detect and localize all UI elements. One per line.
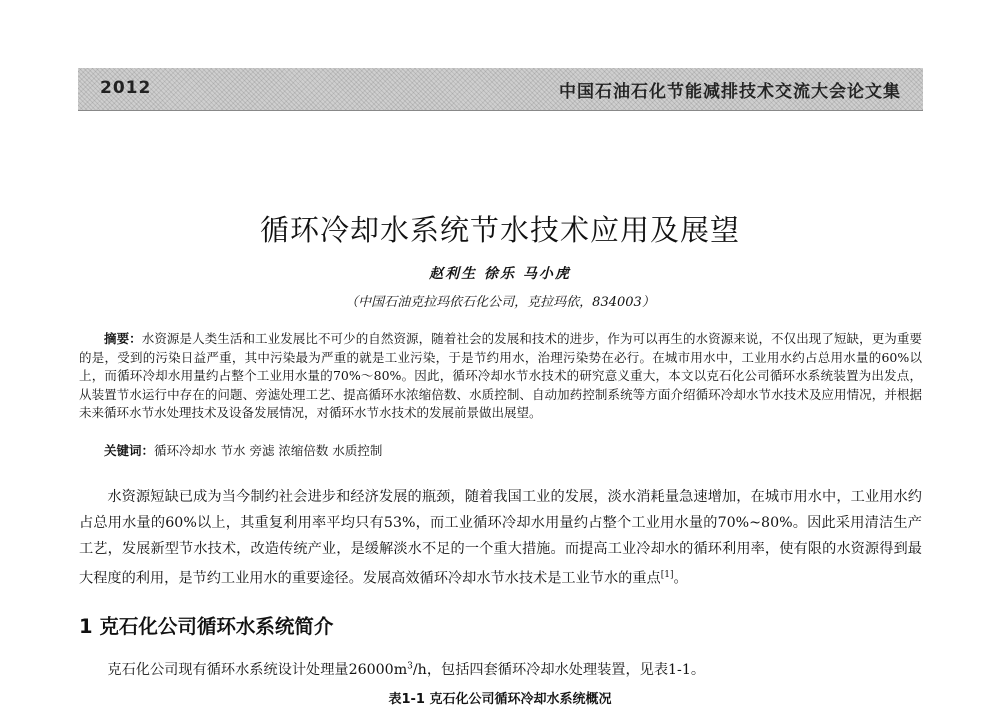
section-1-text-b: /h，包括四套循环冷却水处理装置，见表1-1。 [412,662,706,678]
intro-end: 。 [673,570,688,587]
intro-text: 水资源短缺已成为当今制约社会进步和经济发展的瓶颈，随着我国工业的发展，淡水消耗量急速增加，在城市用水中，工业用水约占总用水量的60%以上，其重复利用率平均只有53%，而工业循环冷却水用量约占整个工业用水量的70%~80%。因此采用清洁生产工艺，发展新型节水技术，改造传统产业，是缓解淡水不足的一个重大措施。而提高工业冷却水的循环利用率，使有限的水资源得到最大程度的利用，是节约工业用水的重要途径。发展高效循环冷却水节水技术是工业节水的重点 [79,489,922,587]
abstract-text: 水资源是人类生活和工业发展比不可少的自然资源，随着社会的发展和技术的进步，作为可以再生的水资源来说，不仅出现了短缺，更为重要的是，受到的污染日益严重，其中污染最为严重的就是工业污染，于是节约用水，治理污染势在必行。在城市用水中，工业用水约占总用水量的60%以上，而循环冷却水用量约占整个工业用水量的70%～80%。因此，循环冷却水节水技术的研究意义重大，本文以克石化公司循环水系统装置为出发点，从装置节水运行中存在的问题、旁滤处理工艺、提高循环水浓缩倍数、水质控制、自动加药控制系统等方面介绍循环冷却水节水技术及应用情况，并根据未来循环水节水处理技术及设备发展情况，对循环水节水技术的发展前景做出展望。 [79,331,922,420]
section-1-text-a: 克石化公司现有循环水系统设计处理量26000m [107,662,408,678]
table-caption: 表1-1 克石化公司循环冷却水系统概况 [388,692,612,707]
keywords-text: 循环冷却水 节水 旁滤 浓缩倍数 水质控制 [154,443,383,458]
header-series-title: 中国石油石化节能减排技术交流大会论文集 [559,82,901,102]
abstract [79,330,922,423]
abstract-label: 摘要： [104,331,142,346]
intro-paragraph [79,484,922,592]
section-1-heading: 1 克石化公司循环水系统简介 [79,615,334,638]
section-1-paragraph [79,659,922,679]
keywords [79,441,922,459]
header-year: 2012 [100,78,152,98]
running-header-bar [78,68,923,111]
paper-title: 循环冷却水系统节水技术应用及展望 [259,213,740,247]
paper-authors: 赵利生 徐乐 马小虎 [429,266,571,282]
citation-ref: [1] [660,570,674,580]
unit-superscript: 3 [407,661,413,672]
paper-affiliation: （中国石油克拉玛依石化公司，克拉玛依，834003） [345,295,655,310]
keywords-label: 关键词： [104,443,155,458]
